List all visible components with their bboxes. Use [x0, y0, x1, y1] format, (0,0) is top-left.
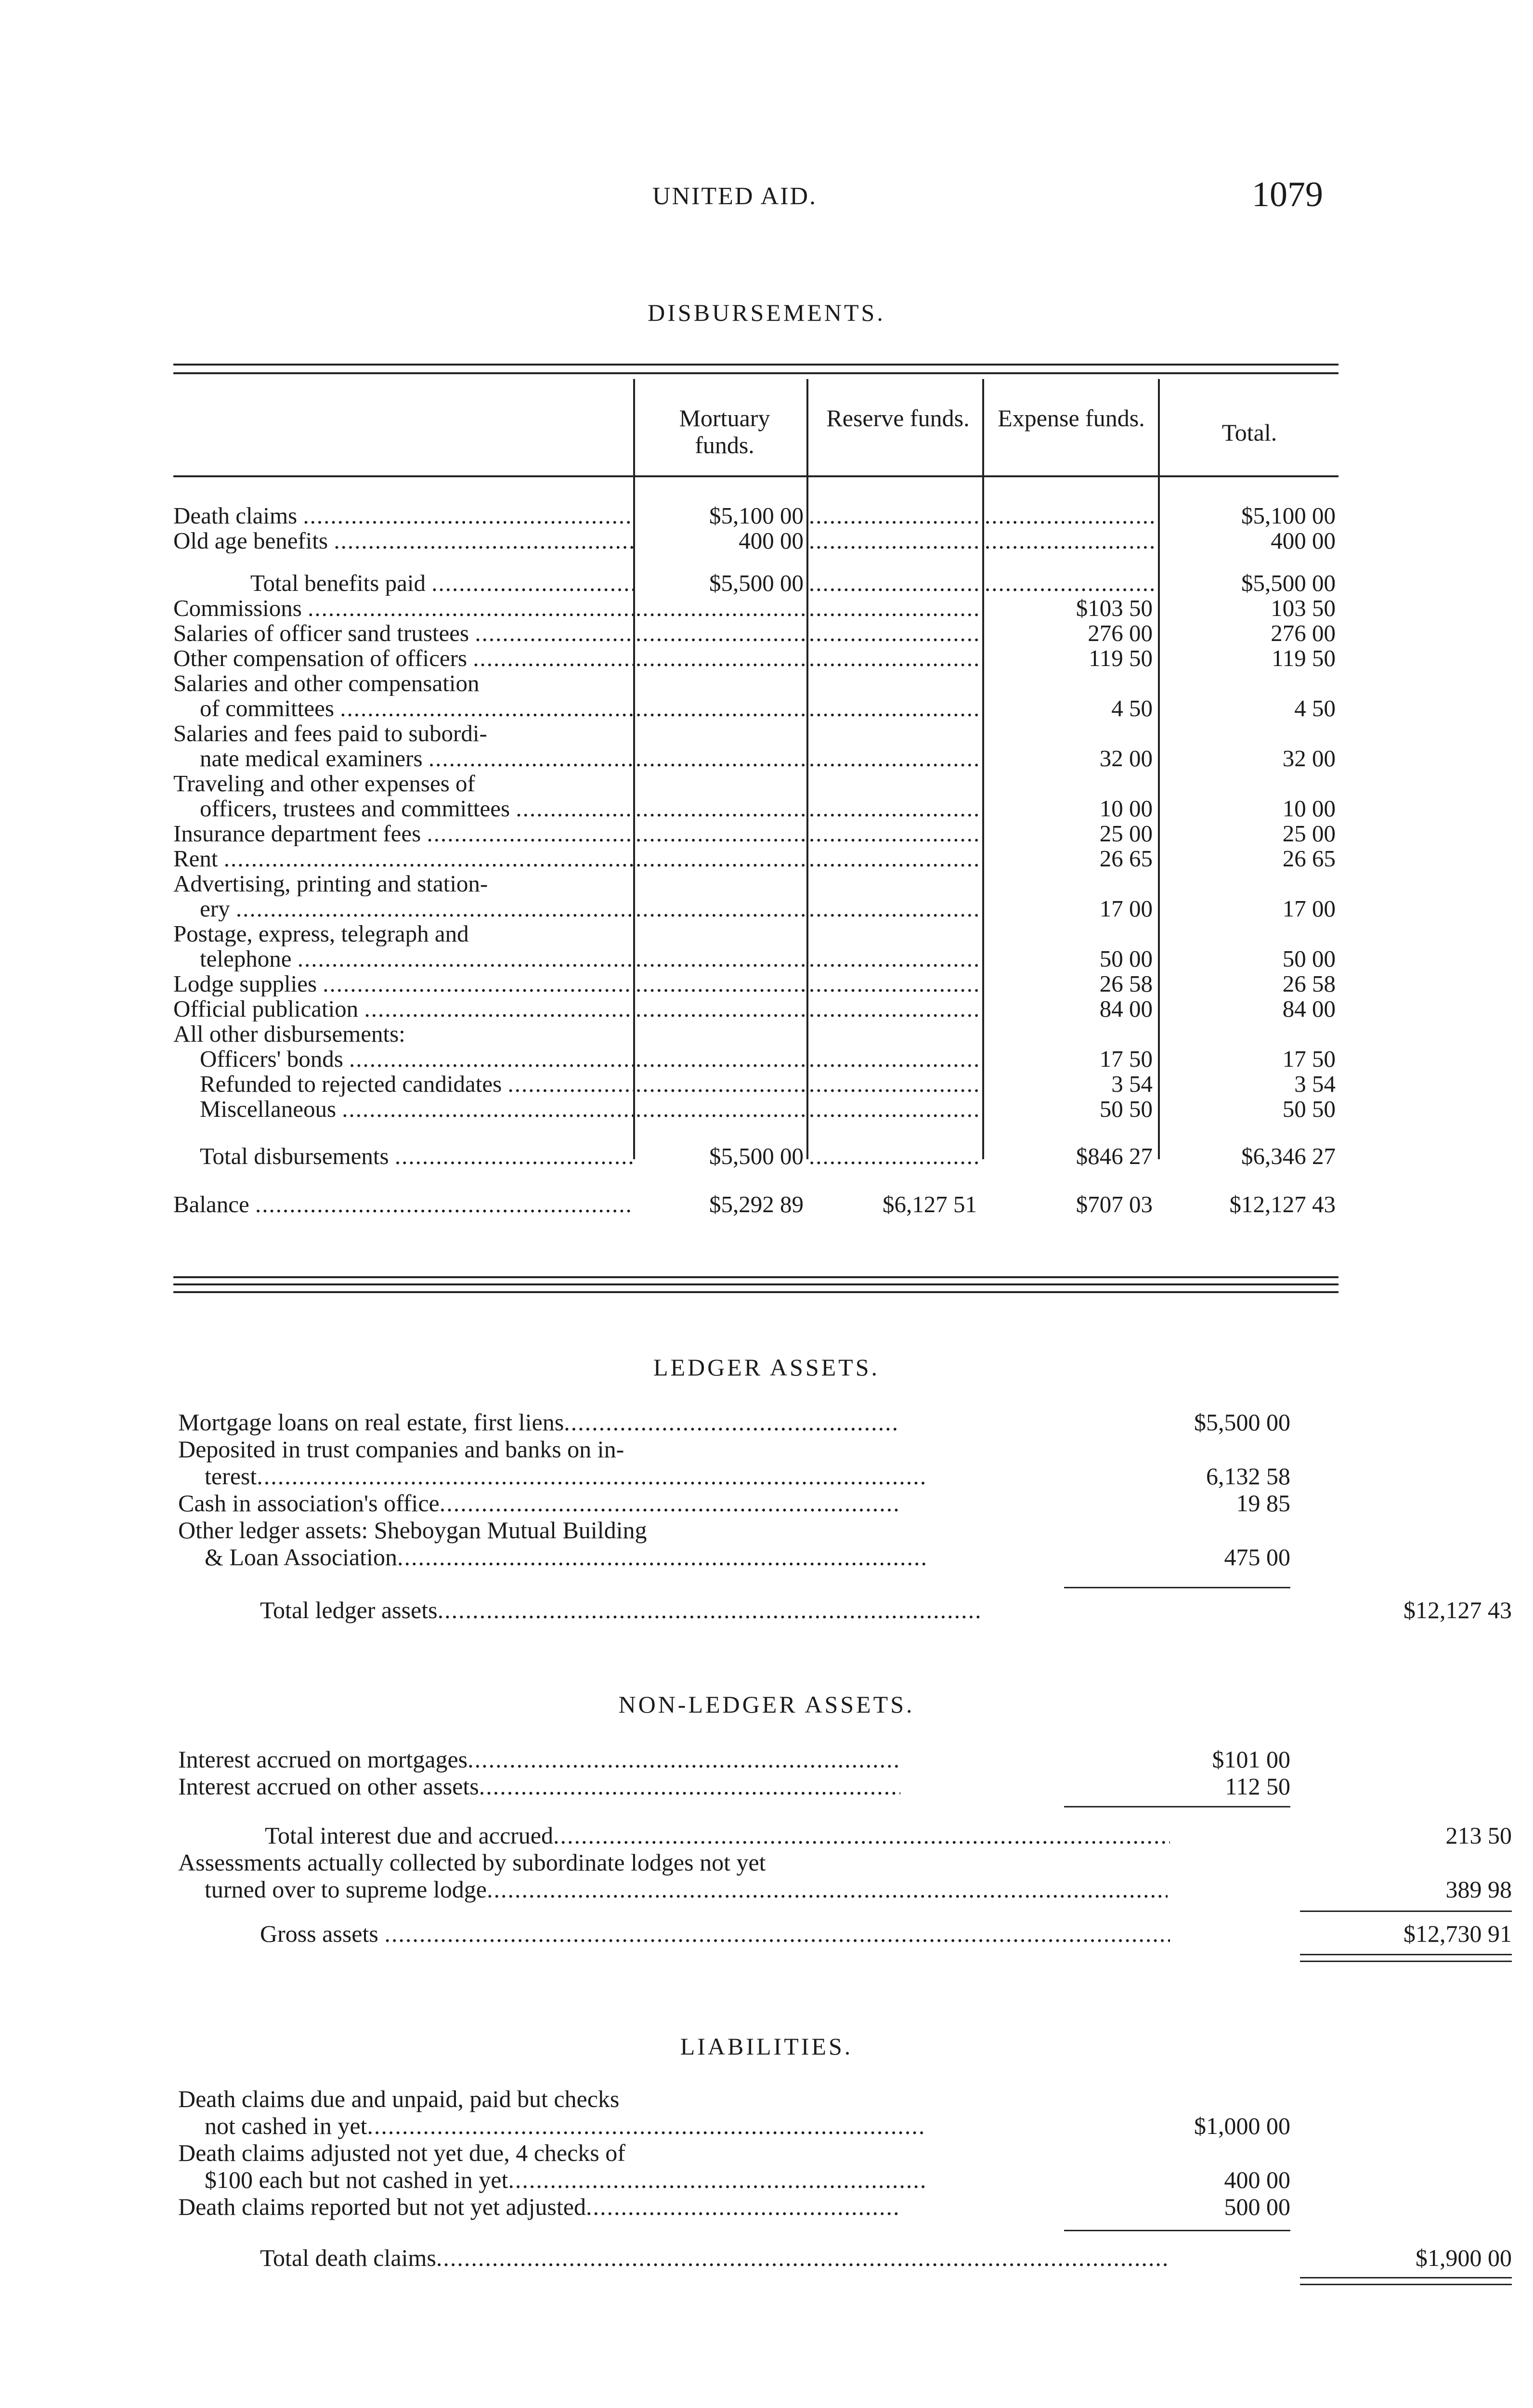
disbursement-reserve-cell	[809, 846, 980, 871]
disbursement-label: Postage, express, telegraph and	[173, 921, 469, 946]
disbursement-label: Official publication .....	[173, 996, 633, 1021]
list-row-label: Interest accrued on other assets .....	[178, 1773, 900, 1800]
disbursement-expense-cell: 50 50	[1099, 1097, 1153, 1122]
disbursement-expense-cell: 276 00	[1088, 621, 1153, 646]
disbursement-expense-cell	[985, 528, 1156, 553]
disbursement-reserve-cell	[809, 528, 980, 553]
liabilities-total-label: Total death claims .....	[260, 2244, 1170, 2271]
list-row	[178, 2193, 1343, 2220]
col-head-reserve: Reserve funds.	[826, 405, 970, 432]
disbursement-total-cell: 3 54	[1294, 1072, 1336, 1097]
gross-assets-label: Gross assets .....	[260, 1920, 1170, 1947]
assessments-label-2: turned over to supreme lodge .....	[205, 1876, 1168, 1903]
disbursement-total-cell: 26 58	[1282, 971, 1336, 996]
list-row	[178, 1436, 1343, 1463]
disbursement-mortuary-cell	[636, 971, 806, 996]
disbursement-row	[173, 896, 1338, 921]
list-row-amount: 112 50	[1225, 1773, 1290, 1800]
disbursement-expense-cell: 17 00	[1099, 896, 1153, 921]
disbursement-row	[173, 596, 1338, 621]
disbursement-total-cell: $5,100 00	[1241, 503, 1336, 528]
disbursement-mortuary-cell	[636, 1097, 806, 1122]
gross-assets-row	[178, 1920, 1512, 1947]
disbursement-label: Refunded to rejected candidates .....	[173, 1072, 633, 1097]
disbursement-mortuary-cell	[636, 996, 806, 1021]
disbursement-row	[173, 746, 1338, 771]
disbursement-total-cell: 119 50	[1272, 646, 1336, 671]
disbursement-total-cell: 17 00	[1282, 896, 1336, 921]
ledger-total-label: Total ledger assets .....	[260, 1597, 982, 1623]
disbursement-reserve-cell	[809, 821, 980, 846]
disbursement-reserve-cell	[809, 503, 980, 528]
disbursement-reserve-cell	[809, 746, 980, 771]
gross-assets-value: $12,730 91	[1403, 1920, 1512, 1947]
disbursement-total-cell: 17 50	[1282, 1047, 1336, 1072]
list-row	[178, 2112, 1343, 2139]
disbursement-reserve-cell	[809, 971, 980, 996]
disbursement-label: Total disbursements .....	[173, 1144, 633, 1169]
interest-total-label: Total interest due and accrued .....	[265, 1822, 1170, 1849]
list-row	[178, 1490, 1343, 1517]
disbursement-label: Advertising, printing and station-	[173, 871, 488, 896]
disbursement-row	[173, 721, 1338, 746]
list-row	[178, 1746, 1343, 1773]
disbursement-row	[173, 846, 1338, 871]
list-row-label: Mortgage loans on real estate, first liens .....	[178, 1409, 900, 1436]
disbursement-row	[173, 1021, 1338, 1047]
list-row	[178, 1409, 1343, 1436]
disbursement-mortuary-cell	[636, 1072, 806, 1097]
disbursement-row	[173, 821, 1338, 846]
disbursement-row	[173, 1072, 1338, 1097]
list-row-amount: 6,132 58	[1206, 1463, 1290, 1490]
disbursement-row	[173, 1097, 1338, 1122]
disbursement-row	[173, 946, 1338, 971]
disbursement-total-cell: $5,500 00	[1241, 571, 1336, 596]
disbursement-reserve-cell	[809, 796, 980, 821]
disbursement-total-cell: 26 65	[1282, 846, 1336, 871]
disbursement-total-cell: 25 00	[1282, 821, 1336, 846]
disbursement-label: Old age benefits .....	[173, 528, 633, 553]
disbursement-label: Salaries and other compensation	[173, 671, 480, 696]
list-row	[178, 2085, 1343, 2112]
disbursement-reserve-cell	[809, 571, 980, 596]
disbursement-total-cell: 400 00	[1271, 528, 1336, 553]
disbursement-expense-cell: 26 58	[1099, 971, 1153, 996]
disbursement-label: Traveling and other expenses of	[173, 771, 475, 796]
list-row-label: Interest accrued on mortgages .....	[178, 1746, 900, 1773]
disbursement-reserve-cell	[809, 1072, 980, 1097]
disbursement-reserve-cell	[809, 1097, 980, 1122]
list-row	[178, 2166, 1343, 2193]
disbursement-expense-cell: $103 50	[1076, 596, 1153, 621]
list-row	[178, 1773, 1343, 1800]
disbursement-label: Commissions .....	[173, 596, 633, 621]
list-row-label: Death claims adjusted not yet due, 4 checks of	[178, 2139, 625, 2166]
list-row-label: terest .....	[178, 1463, 927, 1490]
interest-total-value: 213 50	[1445, 1822, 1512, 1849]
disbursement-row	[173, 571, 1338, 596]
disbursement-label: of committees .....	[173, 696, 633, 721]
disbursement-row	[173, 1144, 1338, 1169]
list-row-amount: $101 00	[1212, 1746, 1290, 1773]
disbursement-expense-cell	[985, 503, 1156, 528]
disbursement-expense-cell: 17 50	[1099, 1047, 1153, 1072]
disbursement-total-cell: 50 50	[1282, 1097, 1336, 1122]
disbursement-expense-cell: $846 27	[1076, 1144, 1153, 1169]
disbursement-reserve-cell	[809, 946, 980, 971]
disbursement-expense-cell: 25 00	[1099, 821, 1153, 846]
disbursement-mortuary-cell	[636, 821, 806, 846]
disbursement-row	[173, 503, 1338, 528]
disbursement-reserve-cell	[809, 1047, 980, 1072]
disbursement-total-cell: 32 00	[1282, 746, 1336, 771]
disbursement-mortuary-cell	[636, 621, 806, 646]
disbursement-label: Death claims .....	[173, 503, 633, 528]
interest-total-row	[178, 1822, 1512, 1849]
disbursement-label: Total benefits paid .....	[173, 571, 633, 596]
assessments-row-1	[178, 1849, 1343, 1876]
disbursement-expense-cell: 32 00	[1099, 746, 1153, 771]
disbursement-label: All other disbursements:	[173, 1021, 405, 1047]
col-head-total: Total.	[1221, 419, 1277, 446]
disbursement-total-cell: 4 50	[1294, 696, 1336, 721]
assessments-row-2	[178, 1876, 1512, 1903]
disbursement-row	[173, 696, 1338, 721]
list-row-amount: $1,000 00	[1194, 2112, 1290, 2139]
disbursement-label: Other compensation of officers .....	[173, 646, 633, 671]
disbursement-row	[173, 1192, 1338, 1217]
list-row-amount: $5,500 00	[1194, 1409, 1290, 1436]
ledger-total-value: $12,127 43	[1403, 1597, 1512, 1623]
disbursement-expense-cell: 4 50	[1111, 696, 1153, 721]
disbursements-title: DISBURSEMENTS.	[648, 299, 885, 326]
list-row-label: not cashed in yet .....	[178, 2112, 927, 2139]
ledger-assets-title: LEDGER ASSETS.	[653, 1354, 880, 1381]
list-row	[178, 2139, 1343, 2166]
page-number: 1079	[1252, 175, 1323, 214]
disbursement-total-cell: 84 00	[1282, 996, 1336, 1021]
disbursement-total-cell: $12,127 43	[1229, 1192, 1336, 1217]
disbursement-mortuary-cell: $5,500 00	[709, 1144, 804, 1169]
disbursement-row	[173, 921, 1338, 946]
disbursement-label: nate medical examiners .....	[173, 746, 633, 771]
disbursement-reserve-cell	[809, 896, 980, 921]
liabilities-title: LIABILITIES.	[680, 2033, 853, 2060]
disbursement-reserve-cell	[809, 996, 980, 1021]
list-row-label: Death claims reported but not yet adjusted .....	[178, 2193, 900, 2220]
col-head-expense: Expense funds.	[998, 405, 1145, 432]
disbursement-total-cell: 276 00	[1271, 621, 1336, 646]
disbursement-mortuary-cell	[636, 596, 806, 621]
disbursement-expense-cell: $707 03	[1076, 1192, 1153, 1217]
list-row-amount: 475 00	[1224, 1544, 1290, 1570]
disbursement-mortuary-cell	[636, 896, 806, 921]
disbursement-expense-cell: 26 65	[1099, 846, 1153, 871]
running-head: UNITED AID.	[652, 183, 818, 210]
disbursement-label: Lodge supplies .....	[173, 971, 633, 996]
list-row-amount: 19 85	[1236, 1490, 1290, 1517]
disbursement-label: Officers' bonds .....	[173, 1047, 633, 1072]
assessments-label-1: Assessments actually collected by subordinate lodges not yet	[178, 1849, 766, 1876]
disbursement-label: Balance .....	[173, 1192, 633, 1217]
disbursement-expense-cell: 119 50	[1089, 646, 1153, 671]
disbursement-row	[173, 871, 1338, 896]
list-row-label: Cash in association's office .....	[178, 1490, 900, 1517]
disbursement-reserve-cell	[809, 646, 980, 671]
disbursement-row	[173, 971, 1338, 996]
liabilities-total-row	[178, 2244, 1512, 2271]
disbursement-label: Rent .....	[173, 846, 633, 871]
list-row	[178, 1463, 1343, 1490]
assessments-value: 389 98	[1445, 1876, 1512, 1903]
disbursement-mortuary-cell	[636, 946, 806, 971]
list-row	[178, 1544, 1343, 1570]
disbursement-label: telephone .....	[173, 946, 633, 971]
disbursement-mortuary-cell	[636, 846, 806, 871]
disbursement-row	[173, 646, 1338, 671]
disbursement-mortuary-cell	[636, 746, 806, 771]
disbursement-total-cell: 103 50	[1271, 596, 1336, 621]
disbursement-mortuary-cell: $5,292 89	[709, 1192, 804, 1217]
disbursement-label: Salaries and fees paid to subordi-	[173, 721, 487, 746]
disbursement-row	[173, 996, 1338, 1021]
disbursement-expense-cell: 50 00	[1099, 946, 1153, 971]
disbursement-row	[173, 528, 1338, 553]
disbursement-label: Salaries of officer sand trustees .....	[173, 621, 633, 646]
disbursement-label: ery .....	[173, 896, 633, 921]
disbursement-reserve-cell	[809, 621, 980, 646]
disbursement-expense-cell	[985, 571, 1156, 596]
list-row-label: Other ledger assets: Sheboygan Mutual Building	[178, 1517, 647, 1544]
disbursement-row	[173, 671, 1338, 696]
list-row-label: Deposited in trust companies and banks on in-	[178, 1436, 624, 1463]
list-row-label: & Loan Association .....	[178, 1544, 927, 1570]
disbursement-label: Miscellaneous .....	[173, 1097, 633, 1122]
disbursement-reserve-cell	[809, 596, 980, 621]
list-row-label: Death claims due and unpaid, paid but checks	[178, 2085, 620, 2112]
disbursement-expense-cell: 3 54	[1111, 1072, 1153, 1097]
list-row-amount: 400 00	[1224, 2166, 1290, 2193]
disbursement-row	[173, 771, 1338, 796]
disbursement-reserve-cell: $6,127 51	[883, 1192, 977, 1217]
liabilities-total-value: $1,900 00	[1416, 2244, 1512, 2271]
disbursement-expense-cell: 10 00	[1099, 796, 1153, 821]
disbursement-reserve-cell	[809, 1144, 980, 1169]
disbursement-row	[173, 1047, 1338, 1072]
list-row	[178, 1517, 1343, 1544]
disbursement-mortuary-cell	[636, 696, 806, 721]
list-row-label: $100 each but not cashed in yet .....	[178, 2166, 927, 2193]
disbursement-row	[173, 621, 1338, 646]
disbursement-expense-cell: 84 00	[1099, 996, 1153, 1021]
disbursement-mortuary-cell	[636, 1047, 806, 1072]
non-ledger-assets-title: NON-LEDGER ASSETS.	[618, 1691, 915, 1718]
col-head-mortuary: Mortuary funds.	[679, 405, 770, 458]
list-row-amount: 500 00	[1224, 2193, 1290, 2220]
disbursement-total-cell: 50 00	[1282, 946, 1336, 971]
disbursement-reserve-cell	[809, 696, 980, 721]
ledger-total-row	[178, 1597, 1512, 1623]
disbursement-label: Insurance department fees .....	[173, 821, 633, 846]
disbursement-total-cell: $6,346 27	[1241, 1144, 1336, 1169]
disbursement-mortuary-cell: $5,500 00	[709, 571, 804, 596]
disbursement-mortuary-cell	[636, 796, 806, 821]
disbursement-total-cell: 10 00	[1282, 796, 1336, 821]
disbursement-mortuary-cell: 400 00	[739, 528, 804, 553]
disbursement-label: officers, trustees and committees .....	[173, 796, 633, 821]
disbursement-row	[173, 796, 1338, 821]
disbursement-mortuary-cell	[636, 646, 806, 671]
disbursement-mortuary-cell: $5,100 00	[709, 503, 804, 528]
